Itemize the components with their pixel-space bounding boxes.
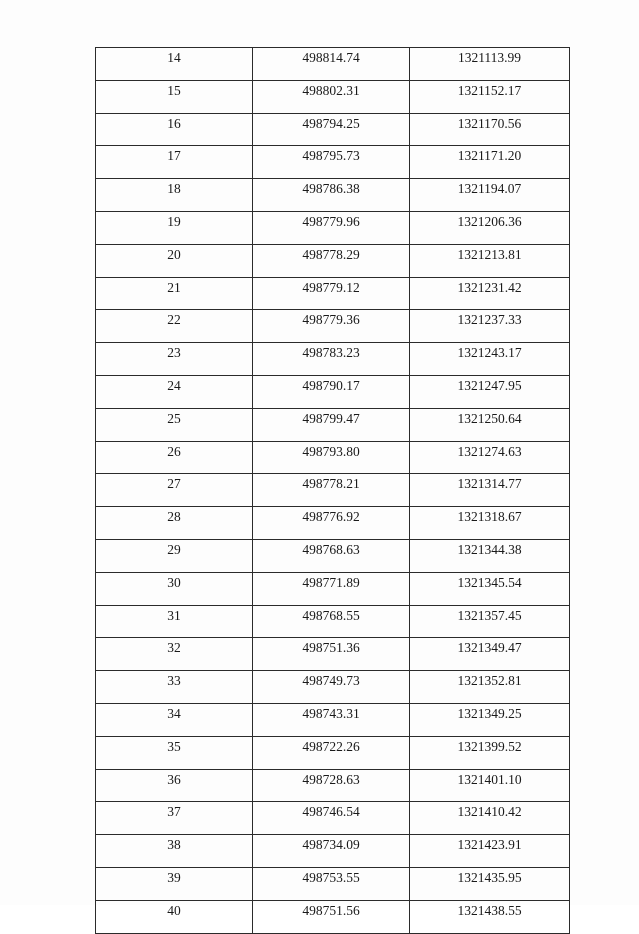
y-coordinate-cell: 1321344.38: [410, 539, 570, 572]
y-coordinate-cell: 1321243.17: [410, 343, 570, 376]
point-number-cell: 23: [96, 343, 253, 376]
y-coordinate-cell: 1321213.81: [410, 244, 570, 277]
x-coordinate-cell: 498802.31: [253, 80, 410, 113]
table-row: [96, 277, 570, 310]
y-coordinate-cell: 1321237.33: [410, 310, 570, 343]
x-coordinate-cell: 498783.23: [253, 343, 410, 376]
table-row: [96, 736, 570, 769]
y-coordinate-cell: 1321349.25: [410, 703, 570, 736]
x-coordinate-cell: 498751.56: [253, 900, 410, 933]
table-row: [96, 310, 570, 343]
y-coordinate-cell: 1321357.45: [410, 605, 570, 638]
x-coordinate-cell: 498734.09: [253, 835, 410, 868]
x-coordinate-cell: 498786.38: [253, 179, 410, 212]
x-coordinate-cell: 498779.36: [253, 310, 410, 343]
table-row: [96, 474, 570, 507]
x-coordinate-cell: 498771.89: [253, 572, 410, 605]
table-row: [96, 900, 570, 933]
table-row: [96, 507, 570, 540]
table-row: [96, 343, 570, 376]
table-row: [96, 638, 570, 671]
x-coordinate-cell: 498778.29: [253, 244, 410, 277]
point-number-cell: 33: [96, 671, 253, 704]
point-number-cell: 14: [96, 48, 253, 81]
point-number-cell: 36: [96, 769, 253, 802]
table-row: [96, 113, 570, 146]
coordinate-table-body: [96, 48, 570, 934]
x-coordinate-cell: 498779.96: [253, 211, 410, 244]
x-coordinate-cell: 498790.17: [253, 375, 410, 408]
y-coordinate-cell: 1321410.42: [410, 802, 570, 835]
point-number-cell: 15: [96, 80, 253, 113]
point-number-cell: 28: [96, 507, 253, 540]
table-row: [96, 48, 570, 81]
y-coordinate-cell: 1321352.81: [410, 671, 570, 704]
table-row: [96, 408, 570, 441]
x-coordinate-cell: 498753.55: [253, 867, 410, 900]
x-coordinate-cell: 498814.74: [253, 48, 410, 81]
x-coordinate-cell: 498751.36: [253, 638, 410, 671]
point-number-cell: 37: [96, 802, 253, 835]
y-coordinate-cell: 1321399.52: [410, 736, 570, 769]
x-coordinate-cell: 498794.25: [253, 113, 410, 146]
table-row: [96, 441, 570, 474]
point-number-cell: 21: [96, 277, 253, 310]
y-coordinate-cell: 1321345.54: [410, 572, 570, 605]
y-coordinate-cell: 1321170.56: [410, 113, 570, 146]
y-coordinate-cell: 1321247.95: [410, 375, 570, 408]
x-coordinate-cell: 498746.54: [253, 802, 410, 835]
table-row: [96, 539, 570, 572]
y-coordinate-cell: 1321401.10: [410, 769, 570, 802]
x-coordinate-cell: 498799.47: [253, 408, 410, 441]
point-number-cell: 39: [96, 867, 253, 900]
y-coordinate-cell: 1321318.67: [410, 507, 570, 540]
y-coordinate-cell: 1321423.91: [410, 835, 570, 868]
x-coordinate-cell: 498768.55: [253, 605, 410, 638]
point-number-cell: 27: [96, 474, 253, 507]
point-number-cell: 32: [96, 638, 253, 671]
x-coordinate-cell: 498793.80: [253, 441, 410, 474]
table-row: [96, 802, 570, 835]
x-coordinate-cell: 498779.12: [253, 277, 410, 310]
x-coordinate-cell: 498749.73: [253, 671, 410, 704]
point-number-cell: 25: [96, 408, 253, 441]
y-coordinate-cell: 1321349.47: [410, 638, 570, 671]
table-row: [96, 835, 570, 868]
point-number-cell: 24: [96, 375, 253, 408]
point-number-cell: 18: [96, 179, 253, 212]
x-coordinate-cell: 498728.63: [253, 769, 410, 802]
point-number-cell: 31: [96, 605, 253, 638]
table-row: [96, 703, 570, 736]
table-row: [96, 146, 570, 179]
coordinate-table: [95, 47, 570, 934]
table-row: [96, 211, 570, 244]
y-coordinate-cell: 1321113.99: [410, 48, 570, 81]
table-row: [96, 244, 570, 277]
y-coordinate-cell: 1321171.20: [410, 146, 570, 179]
point-number-cell: 22: [96, 310, 253, 343]
y-coordinate-cell: 1321231.42: [410, 277, 570, 310]
point-number-cell: 35: [96, 736, 253, 769]
point-number-cell: 16: [96, 113, 253, 146]
point-number-cell: 17: [96, 146, 253, 179]
y-coordinate-cell: 1321194.07: [410, 179, 570, 212]
table-row: [96, 572, 570, 605]
table-row: [96, 769, 570, 802]
table-row: [96, 605, 570, 638]
table-row: [96, 179, 570, 212]
y-coordinate-cell: 1321435.95: [410, 867, 570, 900]
x-coordinate-cell: 498776.92: [253, 507, 410, 540]
point-number-cell: 40: [96, 900, 253, 933]
point-number-cell: 26: [96, 441, 253, 474]
x-coordinate-cell: 498743.31: [253, 703, 410, 736]
y-coordinate-cell: 1321250.64: [410, 408, 570, 441]
y-coordinate-cell: 1321314.77: [410, 474, 570, 507]
table-row: [96, 671, 570, 704]
table-row: [96, 80, 570, 113]
x-coordinate-cell: 498768.63: [253, 539, 410, 572]
point-number-cell: 29: [96, 539, 253, 572]
point-number-cell: 34: [96, 703, 253, 736]
x-coordinate-cell: 498722.26: [253, 736, 410, 769]
y-coordinate-cell: 1321206.36: [410, 211, 570, 244]
table-row: [96, 375, 570, 408]
y-coordinate-cell: 1321152.17: [410, 80, 570, 113]
point-number-cell: 19: [96, 211, 253, 244]
point-number-cell: 30: [96, 572, 253, 605]
x-coordinate-cell: 498778.21: [253, 474, 410, 507]
point-number-cell: 38: [96, 835, 253, 868]
table-row: [96, 867, 570, 900]
x-coordinate-cell: 498795.73: [253, 146, 410, 179]
y-coordinate-cell: 1321438.55: [410, 900, 570, 933]
y-coordinate-cell: 1321274.63: [410, 441, 570, 474]
point-number-cell: 20: [96, 244, 253, 277]
